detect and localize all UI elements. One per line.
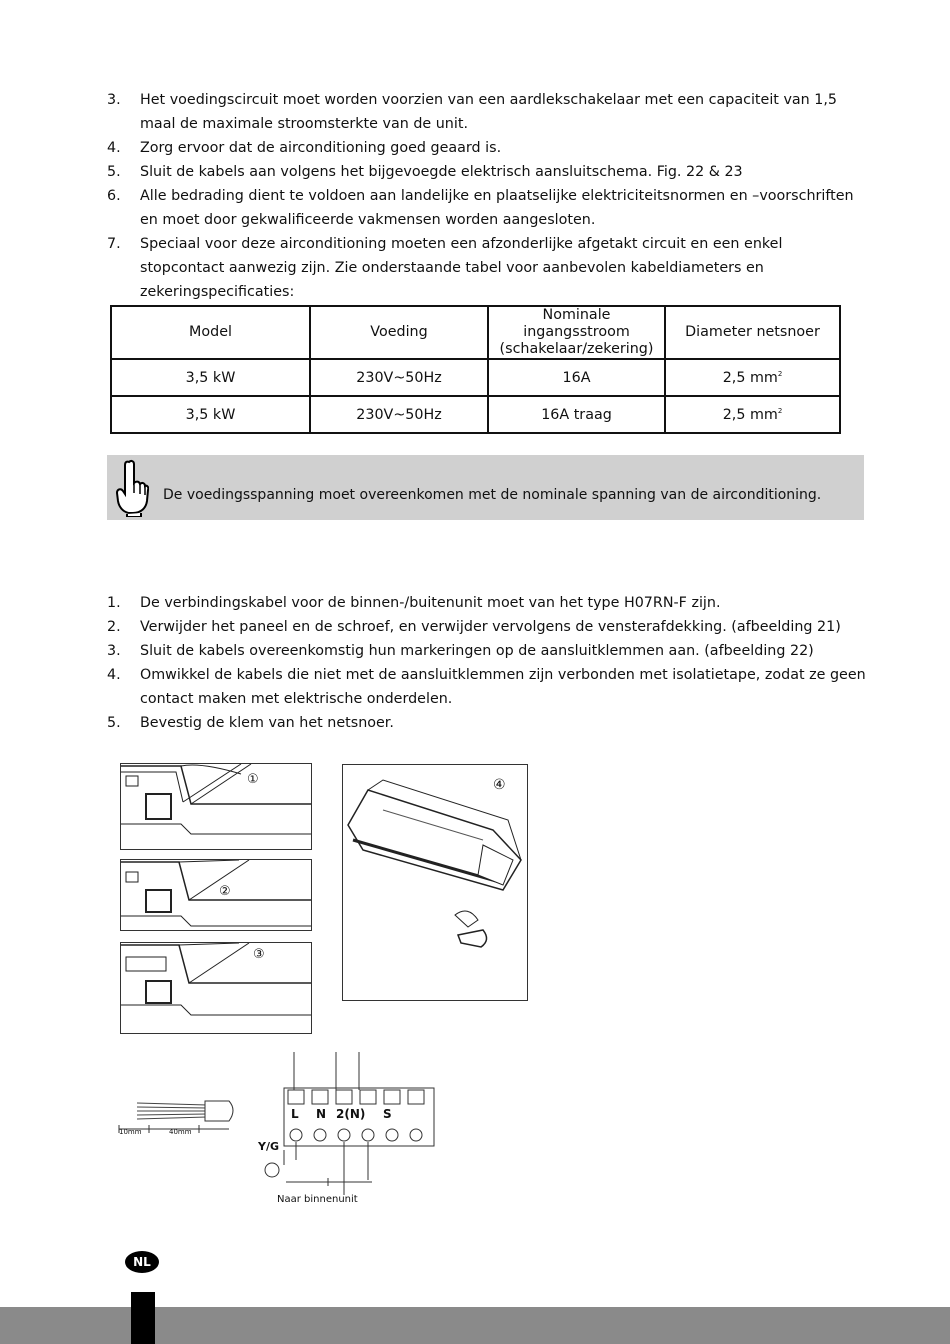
footer-marker [131, 1292, 155, 1344]
terminal-label: Y/G [258, 1140, 280, 1153]
dimension-label: 10mm [119, 1128, 142, 1136]
terminal-label: L [291, 1107, 299, 1121]
list-item: 4. Zorg ervoor dat de airconditioning goed geaard is. [107, 140, 502, 156]
list-item: 1. De verbindingskabel voor de binnen-/buitenunit moet van het type H07RN-F zijn. [107, 595, 721, 611]
figure-step-1 [120, 763, 312, 850]
screw-removal-illustration [121, 860, 311, 930]
table-cell: 230V~50Hz [310, 396, 488, 433]
cable-strip-diagram [117, 1093, 237, 1143]
step-label: ① [247, 772, 259, 787]
header-model: Model [111, 306, 310, 359]
terminal-label: S [383, 1107, 392, 1121]
step-label: ③ [253, 947, 265, 962]
table-cell: 16A [488, 359, 665, 396]
pointing-hand-icon [113, 459, 149, 517]
wiring-caption: Naar binnenunit [277, 1194, 358, 1205]
list-item: 5. Sluit de kabels aan volgens het bijgevoegde elektrisch aansluitschema. Fig. 22 & 23 [107, 164, 743, 180]
step-label: ④ [493, 777, 506, 793]
note-box [107, 455, 864, 520]
list-item: 3. Het voedingscircuit moet worden voorzien van een aardlekschakelaar met een capaciteit van 1,5 maal de maximale stroomsterkte van de unit. [107, 92, 838, 132]
header-nominale-ingangsstroom: Nominale ingangsstroom (schakelaar/zekering) [488, 306, 665, 359]
instruction-list-bottom [107, 591, 869, 735]
table-row [111, 396, 840, 433]
table-cell: 230V~50Hz [310, 359, 488, 396]
list-item: 3. Sluit de kabels overeenkomstig hun markeringen op de aansluitklemmen aan. (afbeelding 22) [107, 643, 814, 659]
table-cell: 3,5 kW [111, 396, 310, 433]
list-item: 6. Alle bedrading dient te voldoen aan landelijke en plaatselijke elektriciteitsnormen en –voorschriften en moet door gekwalificeerde vakmensen worden aangesloten. [107, 188, 854, 228]
table-cell: 16A traag [488, 396, 665, 433]
language-badge: NL [125, 1251, 159, 1273]
table-cell: 3,5 kW [111, 359, 310, 396]
table-header-row [111, 306, 840, 359]
figure-step-2 [120, 859, 312, 931]
terminal-block-illustration [252, 1050, 442, 1210]
list-item: 5. Bevestig de klem van het netsnoer. [107, 715, 394, 731]
dimension-label: 40mm [169, 1128, 192, 1136]
table-row [111, 359, 840, 396]
header-voeding: Voeding [310, 306, 488, 359]
terminal-label: 2(N) [336, 1107, 366, 1121]
specification-table [110, 305, 841, 434]
note-text: De voedingsspanning moet overeenkomen met de nominale spanning van de airconditioning. [163, 487, 822, 503]
table-cell: 2,5 $mm^2$ [665, 359, 840, 396]
figure-step-3 [120, 942, 312, 1034]
figure-step-4 [342, 764, 528, 1001]
cover-removal-illustration [121, 943, 311, 1033]
step-label: ② [219, 884, 231, 899]
list-item: 2. Verwijder het paneel en de schroef, en verwijder vervolgens de vensterafdekking. (afbeelding 21) [107, 619, 841, 635]
list-item: 7. Speciaal voor deze airconditioning moeten een afzonderlijke afgetakt circuit en een enkel stopcontact aanwezig zijn. Zie onderstaande tabel voor aanbevolen kabeldiameters en zekeringspecificaties: [107, 236, 783, 300]
footer-bar [0, 1307, 950, 1344]
table-cell: 2,5 $mm^2$ [665, 396, 840, 433]
panel-removal-illustration [121, 764, 311, 849]
indoor-unit-illustration [343, 765, 527, 1000]
wiring-diagram [252, 1050, 442, 1210]
list-item: 4. Omwikkel de kabels die niet met de aansluitklemmen zijn verbonden met isolatietape, zodat ze geen contact maken met elektrische onderdelen. [107, 667, 866, 707]
instruction-list-top [107, 88, 869, 304]
terminal-label: N [316, 1107, 327, 1121]
header-diameter-netsnoer: Diameter netsnoer [665, 306, 840, 359]
